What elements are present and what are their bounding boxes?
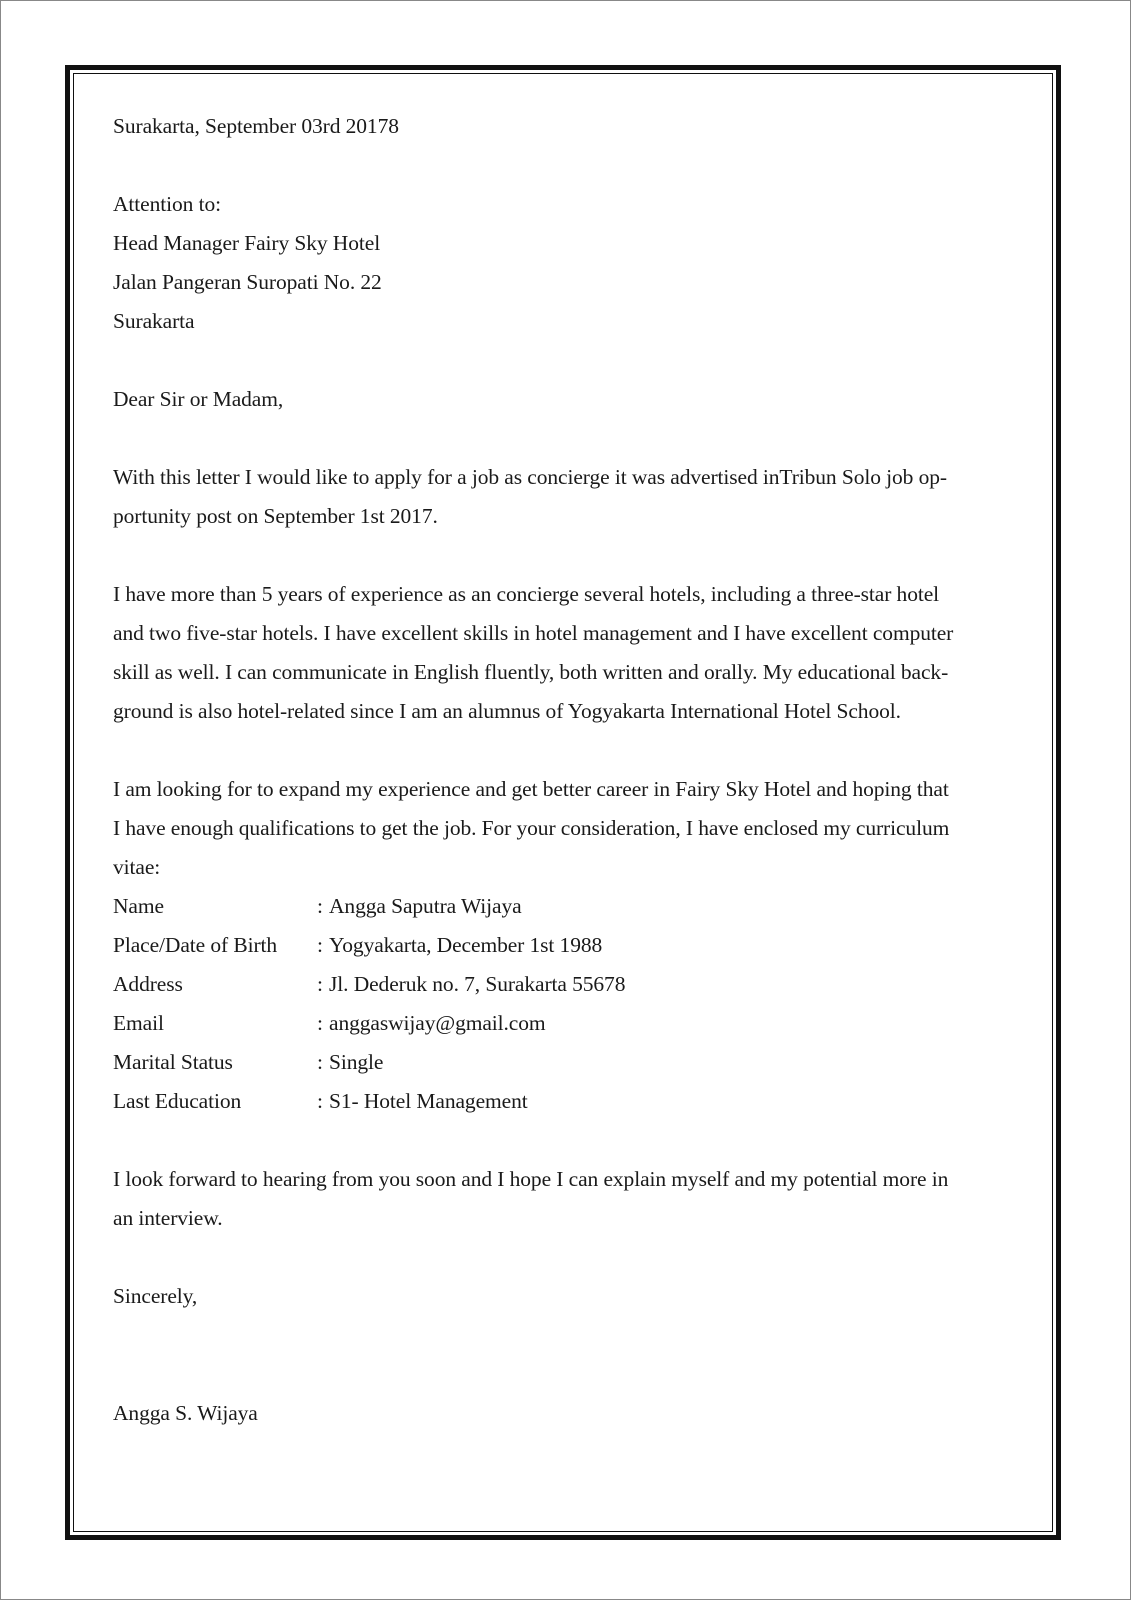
paragraph-line: skill as well. I can communicate in English fluently, both written and orally. My educational back-	[113, 660, 949, 684]
paragraph-line: portunity post on September 1st 2017.	[113, 504, 438, 528]
cv-label: Marital Status	[113, 1050, 233, 1074]
paragraph-line: and two five-star hotels. I have excellent skills in hotel management and I have excellent computer	[113, 621, 954, 645]
salutation: Dear Sir or Madam,	[113, 387, 284, 411]
cv-separator: :	[317, 894, 323, 918]
paragraph-line: With this letter I would like to apply for a job as concierge it was advertised inTribun Solo job op-	[113, 465, 947, 489]
cv-row-birth	[113, 926, 1013, 965]
letter-body	[113, 107, 1013, 1433]
cv-table	[113, 887, 1013, 1121]
closing: Sincerely,	[113, 1284, 198, 1308]
cv-separator: :	[317, 1089, 323, 1113]
cv-row-education	[113, 1082, 1013, 1121]
paragraph-line: I have more than 5 years of experience as an concierge several hotels, including a three-star hotel	[113, 582, 940, 606]
cv-separator: :	[317, 972, 323, 996]
cv-row-name	[113, 887, 1013, 926]
recipient-block	[113, 185, 1013, 341]
signature-name: Angga S. Wijaya	[113, 1401, 258, 1425]
paragraph-line: vitae:	[113, 855, 161, 879]
cv-row-email	[113, 1004, 1013, 1043]
paragraph-closing	[113, 1160, 1013, 1238]
cv-separator: :	[317, 933, 323, 957]
paragraph-application	[113, 458, 1013, 536]
cv-value: Yogyakarta, December 1st 1988	[329, 933, 603, 957]
cv-separator: :	[317, 1050, 323, 1074]
cv-label: Email	[113, 1011, 164, 1035]
recipient-city: Surakarta	[113, 309, 195, 333]
cv-label: Name	[113, 894, 164, 918]
cv-value: Angga Saputra Wijaya	[329, 894, 522, 918]
paragraph-line: ground is also hotel-related since I am an alumnus of Yogyakarta International Hotel School.	[113, 699, 901, 723]
cv-value: Single	[329, 1050, 384, 1074]
recipient-name: Head Manager Fairy Sky Hotel	[113, 231, 381, 255]
cv-value: Jl. Dederuk no. 7, Surakarta 55678	[329, 972, 626, 996]
paragraph-line: an interview.	[113, 1206, 223, 1230]
paragraph-motivation	[113, 770, 1013, 887]
paragraph-line: I have enough qualifications to get the job. For your consideration, I have enclosed my curriculum	[113, 816, 950, 840]
attention-label: Attention to:	[113, 192, 221, 216]
paragraph-experience	[113, 575, 1013, 731]
cv-row-marital-status	[113, 1043, 1013, 1082]
cv-label: Place/Date of Birth	[113, 933, 278, 957]
cv-label: Last Education	[113, 1089, 242, 1113]
recipient-street: Jalan Pangeran Suropati No. 22	[113, 270, 382, 294]
paragraph-line: I am looking for to expand my experience and get better career in Fairy Sky Hotel and hoping that	[113, 777, 949, 801]
paragraph-line: I look forward to hearing from you soon and I hope I can explain myself and my potential more in	[113, 1167, 949, 1191]
cv-separator: :	[317, 1011, 323, 1035]
cv-row-address	[113, 965, 1013, 1004]
date-line: Surakarta, September 03rd 20178	[113, 114, 399, 138]
cv-value: S1- Hotel Management	[329, 1089, 528, 1113]
cv-label: Address	[113, 972, 183, 996]
cv-value: anggaswijay@gmail.com	[329, 1011, 546, 1035]
